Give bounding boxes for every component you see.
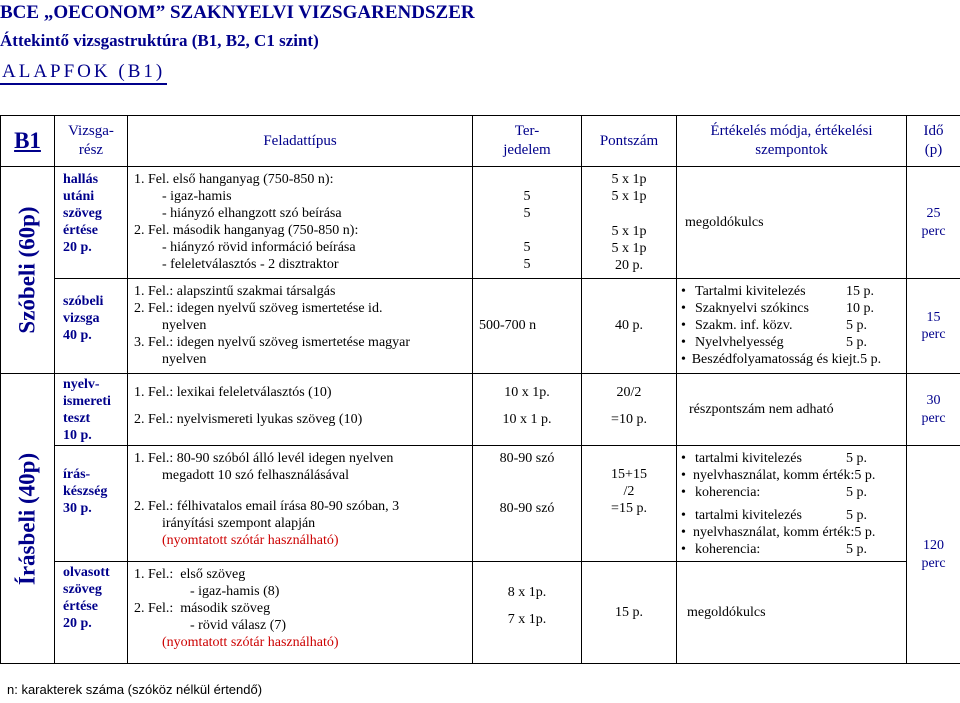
task-hallas: 1. Fel. első hanganyag (750-850 n): - igaz-hamis - hiányzó elhangzott szó beírása 2. Fel. második hanganyag (750-850 n): - hiányzó rövid információ beírása - feleletválasztós - 2 disztraktor (128, 167, 473, 279)
len-hallas: 5 5 5 5 (473, 167, 582, 279)
crit-szobeli (677, 279, 907, 374)
task-olvasott: 1. Fel.: első szöveg - igaz-hamis (8) 2. Fel.: második szöveg - rövid válasz (7) (nyomtatott szótár használható) (128, 562, 473, 664)
crit-item: • tartalmi kivitelezés 5 p. (695, 450, 906, 467)
crit-item: • Szakm. inf. közv. 5 p. (695, 317, 906, 334)
section-irasbeli (1, 374, 55, 664)
header-ertekeles: Értékelés módja, értékelési szempontok (677, 116, 907, 167)
crit-item: • tartalmi kivitelezés 5 p. (695, 507, 906, 524)
pts-hallas: 5 x 1p 5 x 1p 5 x 1p 5 x 1p 20 p. (582, 167, 677, 279)
crit-item: • nyelvhasználat, komm érték: 5 p. (695, 467, 906, 484)
len-nyelvismereti: 10 x 1p. 10 x 1 p. (473, 374, 582, 446)
task-iraskeszseg: 1. Fel.: 80-90 szóból álló levél idegen nyelven megadott 10 szó felhasználásával 2. Fel.: félhivatalos email írása 80-90 szóban, 3 irányítási szempont alapján (nyomtatott szótár használható) (128, 446, 473, 562)
section-irasbeli-label: Írásbeli (40p) (14, 452, 40, 585)
footnote: n: karakterek száma (szóköz nélkül értendő) (7, 682, 263, 697)
part-olvasott: olvasott szöveg értése 20 p. (55, 562, 128, 664)
pts-nyelvismereti: 20/2 =10 p. (582, 374, 677, 446)
part-hallas: hallás utáni szöveg értése 20 p. (55, 167, 128, 279)
row-nyelvismereti (1, 374, 960, 446)
crit-iraskeszseg (677, 446, 907, 562)
len-szobeli: 500-700 n (473, 279, 582, 374)
crit-item: • nyelvhasználat, komm érték: 5 p. (695, 524, 906, 541)
len-iraskeszseg: 80-90 szó 80-90 szó (473, 446, 582, 562)
len-olvasott: 8 x 1p. 7 x 1p. (473, 562, 582, 664)
crit-item: • koherencia: 5 p. (695, 484, 906, 501)
crit-hallas: megoldókulcs (677, 167, 907, 279)
row-szobeli (1, 279, 960, 374)
section-szobeli (1, 167, 55, 374)
header-terjedelem: Ter- jedelem (473, 116, 582, 167)
page-title: BCE „OECONOM” SZAKNYELVI VIZSGARENDSZER (0, 2, 475, 23)
task-nyelvismereti: 1. Fel.: lexikai feleletválasztós (10) 2. Fel.: nyelvismereti lyukas szöveg (10) (128, 374, 473, 446)
pts-olvasott: 15 p. (582, 562, 677, 664)
level-heading (0, 61, 960, 85)
header-vizsgaresz: Vizsga- rész (55, 116, 128, 167)
row-iraskeszseg (1, 446, 960, 562)
part-iraskeszseg: írás- készség 30 p. (55, 446, 128, 562)
header-ido: Idő (p) (907, 116, 960, 167)
crit-item: • koherencia: 5 p. (695, 541, 906, 558)
pts-szobeli: 40 p. (582, 279, 677, 374)
row-olvasott (1, 562, 960, 664)
crit-item: • Beszédfolyamatosság és kiejt. 5 p. (695, 351, 906, 368)
time-szobeli: 15 perc (907, 279, 960, 374)
row-hallas (1, 167, 960, 279)
crit-olvasott: megoldókulcs (677, 562, 907, 664)
header-row (1, 116, 960, 167)
header-feladattipus: Feladattípus (128, 116, 473, 167)
crit-item: • Tartalmi kivitelezés 15 p. (695, 283, 906, 300)
header-b1: B1 (1, 116, 55, 167)
crit-item: • Szaknyelvi szókincs 10 p. (695, 300, 906, 317)
pts-iraskeszseg: 15+15 /2 =15 p. (582, 446, 677, 562)
dictionary-note: (nyomtatott szótár használható) (162, 635, 339, 651)
time-nyelvismereti: 30 perc (907, 374, 960, 446)
section-szobeli-label: Szóbeli (60p) (14, 206, 40, 334)
part-nyelvismereti: nyelv- ismereti teszt 10 p. (55, 374, 128, 446)
header-pontszam: Pontszám (582, 116, 677, 167)
exam-structure-table (0, 115, 960, 664)
crit-nyelvismereti: részpontszám nem adható (677, 374, 907, 446)
level-label: ALAPFOK (B1) (0, 61, 167, 85)
crit-item: • Nyelvhelyesség 5 p. (695, 334, 906, 351)
part-szobeli: szóbeli vizsga 40 p. (55, 279, 128, 374)
time-hallas: 25 perc (907, 167, 960, 279)
page-subtitle: Áttekintő vizsgastruktúra (B1, B2, C1 szint) (0, 31, 319, 50)
time-iras: 120 perc (907, 446, 960, 664)
task-szobeli: 1. Fel.: alapszintű szakmai társalgás 2. Fel.: idegen nyelvű szöveg ismertetése id. nyelven 3. Fel.: idegen nyelvű szöveg ismertetése magyar nyelven (128, 279, 473, 374)
dictionary-note: (nyomtatott szótár használható) (162, 533, 339, 549)
